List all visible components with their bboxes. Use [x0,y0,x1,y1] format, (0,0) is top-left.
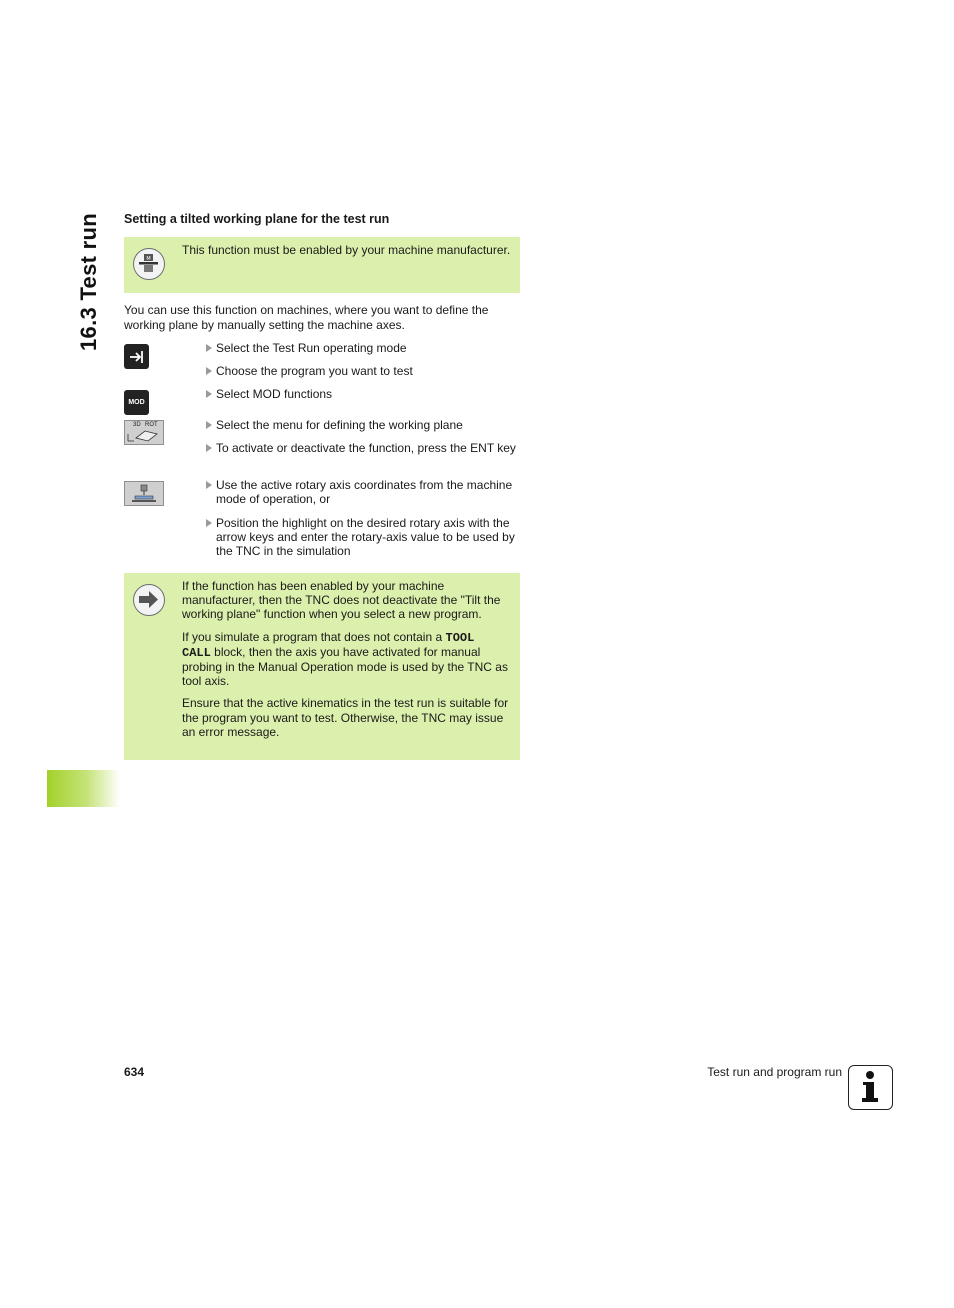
footer-title: Test run and program run [707,1065,842,1079]
code-call: CALL [182,645,211,660]
step-1: Select the Test Run operating mode [206,341,522,355]
softkey-3d-label: 3D [133,422,141,428]
softkey-actual-rotary-axis[interactable] [124,481,164,506]
page-number: 634 [124,1065,145,1079]
bullet-triangle-icon [206,344,212,352]
mod-key-label: MOD [128,399,145,406]
machine-axis-icon [125,482,163,505]
test-run-mode-key[interactable] [124,344,149,369]
info-note-text [182,579,514,747]
tilted-plane-icon [125,421,163,444]
info-note-para-1: If the function has been enabled by your machine manufacturer, then the TNC does not deactivate the "Tilt the working plane" function when you select a new program. [182,579,501,622]
softkey-3d-rot[interactable] [124,420,164,445]
machine-manufacturer-icon [133,248,165,280]
bullet-triangle-icon [206,367,212,375]
code-tool: TOOL [445,630,475,645]
arrow-right-icon [133,584,165,616]
intro-paragraph: You can use this function on machines, where you want to define the working plane by manually setting the machine axes. [124,303,489,332]
info-note-para-3: Ensure that the active kinematics in the test run is suitable for the program you want to test. Otherwise, the TNC may issue an error message. [182,696,509,739]
arrow-into-bar-icon [127,349,147,365]
bullet-triangle-icon [206,421,212,429]
section-heading: Setting a tilted working plane for the test run [124,212,390,226]
step-3: Select MOD functions [206,387,522,401]
chapter-side-title: 16.3 Test run [76,213,101,351]
bullet-triangle-icon [206,481,212,489]
bullet-triangle-icon [206,390,212,398]
mod-key[interactable] [124,390,149,415]
chapter-tab-marker [47,770,120,807]
bullet-triangle-icon [206,444,212,452]
info-note [124,573,520,760]
softkey-rot-label: ROT [145,422,158,428]
bullet-triangle-icon [206,519,212,527]
svg-text:M: M [146,256,151,262]
info-icon [848,1065,893,1110]
step-4: Select the menu for defining the working plane [206,418,522,432]
step-2: Choose the program you want to test [206,364,522,378]
manufacturer-note [124,237,520,293]
step-6: Use the active rotary axis coordinates from the machine mode of operation, or [206,478,522,506]
step-5: To activate or deactivate the function, press the ENT key [206,441,522,455]
info-note-para-2: If you simulate a program that does not contain a TOOL CALL block, then the axis you have activated for manual probing in the Manual Operation mode is used by the TNC as tool axis. [182,629,508,689]
manufacturer-note-text: This function must be enabled by your machine manufacturer. [182,243,511,257]
step-7: Position the highlight on the desired rotary axis with the arrow keys and enter the rotary-axis value to be used by the TNC in the simulation [206,516,522,559]
